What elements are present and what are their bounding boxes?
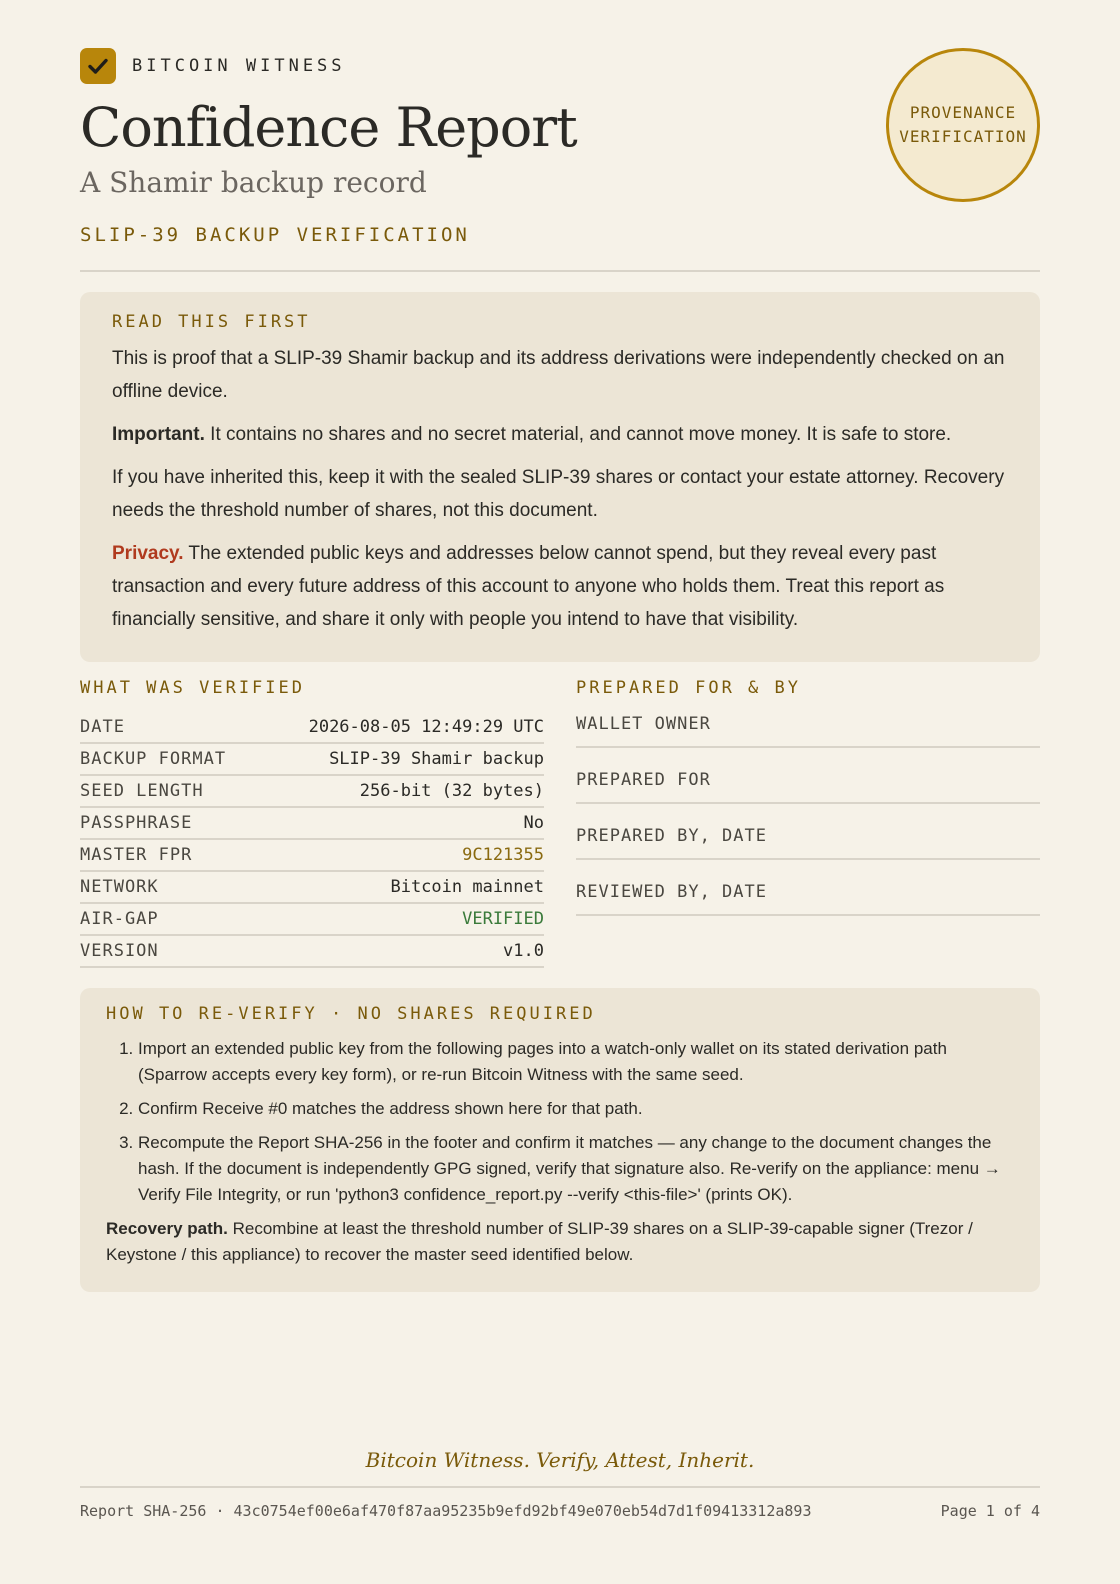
verified-key: MASTER FPR bbox=[80, 845, 193, 865]
verified-key: SEED LENGTH bbox=[80, 781, 204, 801]
field-label: REVIEWED BY, DATE bbox=[576, 882, 767, 902]
verified-row-master-fpr bbox=[80, 840, 544, 872]
verified-key: VERSION bbox=[80, 941, 159, 961]
recovery-label: Recovery path. bbox=[106, 1219, 228, 1238]
verified-row-air-gap bbox=[80, 904, 544, 936]
verified-value: 256-bit (32 bytes) bbox=[359, 781, 544, 801]
reverify-heading: HOW TO RE-VERIFY · NO SHARES REQUIRED bbox=[106, 1004, 596, 1024]
important-text: It contains no shares and no secret material, and cannot move money. It is safe to store. bbox=[204, 424, 952, 445]
report-page bbox=[80, 0, 1040, 1584]
reviewed-by-field bbox=[576, 876, 1040, 916]
verified-row-date bbox=[80, 712, 544, 744]
recovery-note bbox=[106, 1216, 1014, 1268]
reverify-step: 3. Recompute the Report SHA-256 in the footer and confirm it matches — any change to the document changes the hash. If the document is independently GPG signed, verify that signature also. Re-verify on the appliance: menu → Verify File Integrity, or run 'python3 confidence_report.py --verify <this-file>' (prints OK). bbox=[138, 1130, 1014, 1208]
verified-heading: WHAT WAS VERIFIED bbox=[80, 678, 305, 698]
privacy-label: Privacy. bbox=[112, 543, 184, 564]
seal-line-2: VERIFICATION bbox=[899, 127, 1027, 146]
verified-value: SLIP-39 Shamir backup bbox=[329, 749, 544, 769]
read-first-heading: READ THIS FIRST bbox=[112, 312, 311, 332]
reverify-step: 2. Confirm Receive #0 matches the address shown here for that path. bbox=[138, 1096, 1014, 1122]
header-divider bbox=[80, 270, 1040, 272]
verified-value: v1.0 bbox=[503, 941, 544, 961]
inheritance-note: If you have inherited this, keep it with the sealed SLIP-39 shares or contact your estate attorney. Recovery needs the threshold number of shares, not this document. bbox=[112, 467, 1005, 521]
brand bbox=[80, 48, 346, 84]
read-first-panel bbox=[80, 292, 1040, 662]
field-label: PREPARED FOR bbox=[576, 770, 711, 790]
wallet-owner-field bbox=[576, 708, 1040, 748]
footer-divider bbox=[80, 1486, 1040, 1488]
checkmark-icon bbox=[80, 48, 116, 84]
verified-row-passphrase bbox=[80, 808, 544, 840]
prepared-heading: PREPARED FOR & BY bbox=[576, 678, 801, 698]
verified-row-backup-format bbox=[80, 744, 544, 776]
verified-value: Bitcoin mainnet bbox=[390, 877, 544, 897]
page-title: Confidence Report bbox=[80, 96, 577, 159]
field-label: PREPARED BY, DATE bbox=[576, 826, 767, 846]
privacy-note bbox=[112, 537, 1008, 636]
verified-row-network bbox=[80, 872, 544, 904]
reverify-steps bbox=[106, 1036, 1014, 1208]
verified-value: No bbox=[523, 813, 544, 833]
page-subtitle: A Shamir backup record bbox=[80, 166, 427, 199]
verified-key: BACKUP FORMAT bbox=[80, 749, 227, 769]
report-kind: SLIP-39 BACKUP VERIFICATION bbox=[80, 224, 470, 246]
important-label: Important. bbox=[112, 424, 205, 445]
verified-row-seed-length bbox=[80, 776, 544, 808]
verified-key: PASSPHRASE bbox=[80, 813, 193, 833]
page-number: Page 1 of 4 bbox=[940, 1502, 1040, 1520]
verified-key: NETWORK bbox=[80, 877, 159, 897]
privacy-text: The extended public keys and addresses below cannot spend, but they reveal every past transaction and every future address of this account to anyone who holds them. Treat this report as financially sensitive, and share it only with people you intend to have that visibility. bbox=[112, 543, 945, 630]
brand-name: BITCOIN WITNESS bbox=[132, 56, 346, 76]
prepared-by-field bbox=[576, 820, 1040, 860]
recovery-text: Recombine at least the threshold number of SLIP-39 shares on a SLIP-39-capable signer (Trezor / Keystone / this appliance) to recover the master seed identified below. bbox=[106, 1219, 973, 1264]
important-note bbox=[112, 418, 1008, 451]
read-first-intro: This is proof that a SLIP-39 Shamir backup and its address derivations were independently checked on an offline device. bbox=[112, 348, 1005, 402]
report-hash: Report SHA-256 · 43c0754ef00e6af470f87aa95235b9efd92bf49e070eb54d7d1f09413312a893 bbox=[80, 1502, 812, 1520]
provenance-seal bbox=[886, 48, 1040, 202]
verified-row-version bbox=[80, 936, 544, 968]
prepared-for-field bbox=[576, 764, 1040, 804]
seal-line-1: PROVENANCE bbox=[909, 103, 1017, 122]
tagline: Bitcoin Witness. Verify, Attest, Inherit. bbox=[365, 1448, 755, 1472]
verified-key: AIR-GAP bbox=[80, 909, 159, 929]
reverify-panel bbox=[80, 988, 1040, 1292]
field-label: WALLET OWNER bbox=[576, 714, 711, 734]
reverify-step: 1. Import an extended public key from the following pages into a watch-only wallet on its stated derivation path (Sparrow accepts every key form), or re-run Bitcoin Witness with the same seed. bbox=[138, 1036, 1014, 1088]
verified-value: 2026-08-05 12:49:29 UTC bbox=[308, 717, 544, 737]
master-fingerprint: 9C121355 bbox=[462, 845, 544, 865]
verified-key: DATE bbox=[80, 717, 125, 737]
air-gap-status: VERIFIED bbox=[462, 909, 544, 929]
